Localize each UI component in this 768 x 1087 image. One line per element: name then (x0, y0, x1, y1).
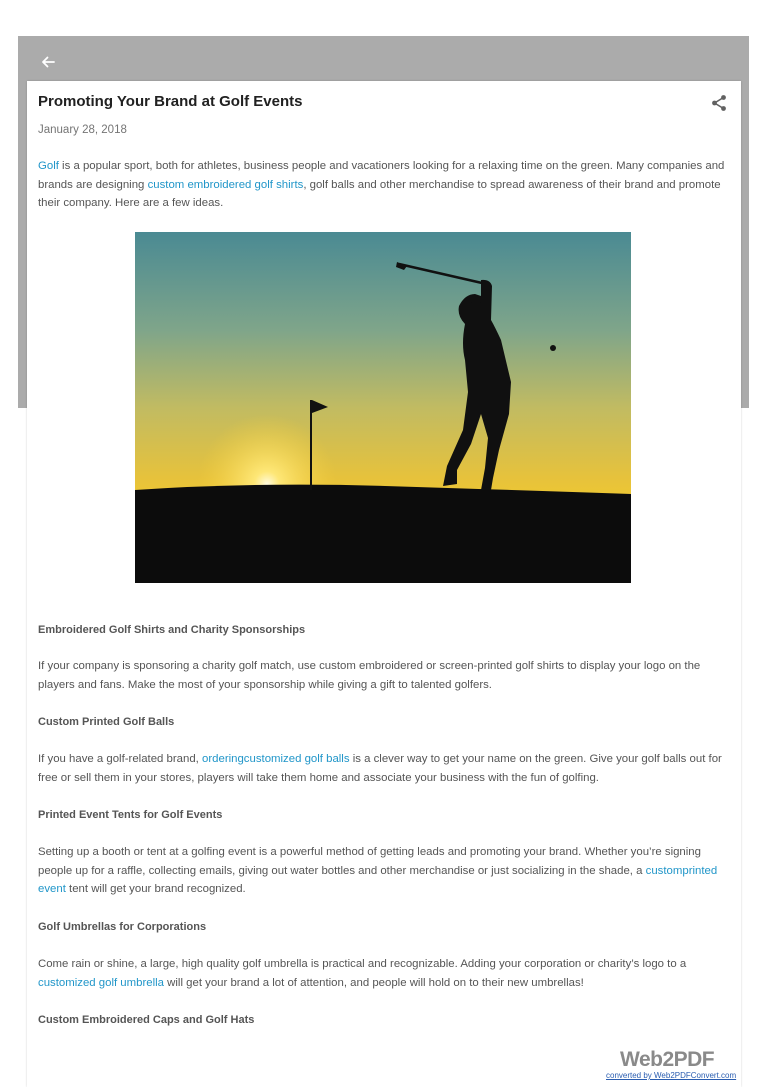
section-text-2: will get your brand a lot of attention, and people will hold on to their new umbrellas! (164, 976, 584, 989)
section-text-1: Come rain or shine, a large, high quality golf umbrella is practical and recognizable. Adding your corporation or charity’s logo to a (38, 958, 687, 970)
section-paragraph (38, 843, 728, 899)
section-text-1: If you have a golf-related brand, (38, 753, 203, 765)
section-heading: Custom Printed Golf Balls (38, 716, 175, 728)
intro-paragraph (38, 157, 728, 213)
section-text-2: tent will get your brand recognized. (65, 883, 246, 896)
golf-balls-link[interactable]: orderingcustomized golf balls (202, 753, 350, 765)
post-card (27, 81, 741, 1087)
printed-event-link[interactable]: customprinted event (38, 864, 718, 896)
section-heading: Printed Event Tents for Golf Events (38, 809, 223, 821)
share-button[interactable] (709, 93, 729, 113)
post-date: January 28, 2018 (38, 124, 127, 136)
golf-umbrella-link[interactable]: customized golf umbrella (38, 976, 164, 989)
section-paragraph (38, 955, 728, 992)
section-heading: Embroidered Golf Shirts and Charity Sponsorships (38, 624, 306, 636)
arrow-left-icon (36, 50, 60, 74)
section-heading: Golf Umbrellas for Corporations (38, 921, 207, 933)
section-paragraph (38, 750, 728, 787)
intro-text-1: is a popular sport, both for athletes, business people and vacationers looking for a relaxing time on the green. Many companies and brands are designing (38, 160, 725, 191)
share-icon (709, 93, 729, 113)
intro-text-2: , golf balls and other merchandise to spread awareness of their brand and promote their company. Here are a few ideas. (38, 178, 721, 210)
section-paragraph: If your company is sponsoring a charity golf match, use custom embroidered or screen-printed golf shirts to display your logo on the players and fans. Make the most of your sponsorship while giving a gift to talented golfers. (38, 660, 701, 691)
embroidered-shirts-link[interactable]: custom embroidered golf shirts (147, 178, 304, 191)
golfer-sunset-image (135, 232, 631, 583)
back-button[interactable] (36, 50, 60, 74)
section-text-1: Setting up a booth or tent at a golfing event is a powerful method of getting leads and promoting your brand. Whether you’re signing people up for a raffle, collecting emails, giving out water bottles and other merchandise or just socializing in the shade, a (38, 846, 701, 877)
converted-by-link[interactable]: converted by Web2PDFConvert.com (606, 1071, 737, 1080)
section-text-2: is a clever way to get your name on the green. Give your golf balls out for free or sell them in your stores, players will take them home and associate your business with the fun of golfing. (38, 753, 722, 784)
web2pdf-logo: Web2PDF (620, 1048, 715, 1071)
golf-link[interactable]: Golf (38, 160, 59, 172)
post-title: Promoting Your Brand at Golf Events (38, 93, 303, 110)
section-heading: Custom Embroidered Caps and Golf Hats (38, 1014, 255, 1026)
